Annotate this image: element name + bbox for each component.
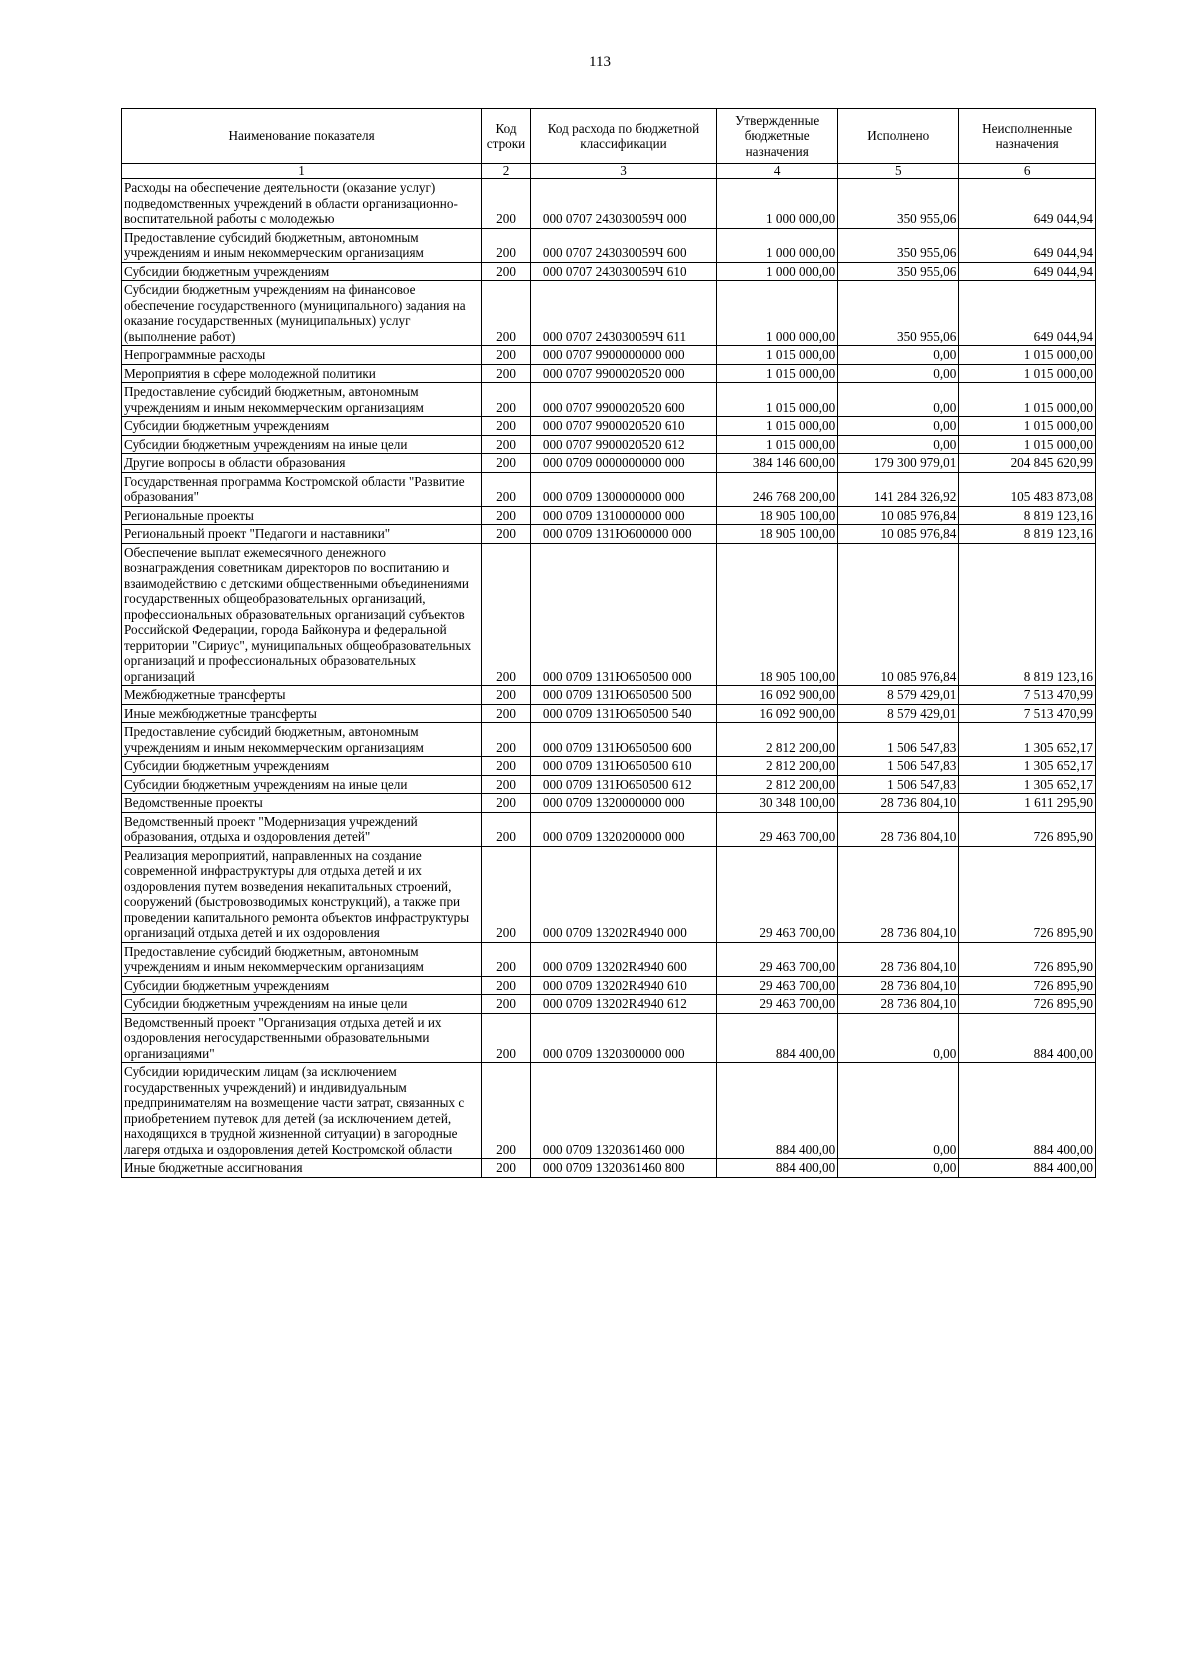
table-row — [122, 179, 1096, 229]
row-budget-code: 000 0709 13202R4940 612 — [530, 995, 716, 1014]
table-row — [122, 364, 1096, 383]
row-approved: 18 905 100,00 — [717, 506, 838, 525]
row-executed: 10 085 976,84 — [838, 525, 959, 544]
row-executed: 0,00 — [838, 383, 959, 417]
table-body — [122, 179, 1096, 1178]
row-budget-code: 000 0709 1320300000 000 — [530, 1013, 716, 1063]
row-name: Обеспечение выплат ежемесячного денежного вознаграждения советникам директоров по воспитанию и взаимодействию с детскими общественными объединениями государственных общеобразовательных организаций, профессиональных образовательных организаций субъектов Российской Федерации, города Байконура и федеральной территории "Сириус", муниципальных общеобразовательных организаций и профессиональных образовательных организаций — [122, 543, 482, 686]
row-executed: 0,00 — [838, 417, 959, 436]
row-line-code: 200 — [482, 435, 531, 454]
table-row — [122, 506, 1096, 525]
row-line-code: 200 — [482, 704, 531, 723]
row-approved: 1 000 000,00 — [717, 179, 838, 229]
row-name: Предоставление субсидий бюджетным, автономным учреждениям и иным некоммерческим организациям — [122, 723, 482, 757]
row-executed: 1 506 547,83 — [838, 775, 959, 794]
row-approved: 1 000 000,00 — [717, 262, 838, 281]
row-executed: 1 506 547,83 — [838, 757, 959, 776]
row-line-code: 200 — [482, 723, 531, 757]
row-executed: 28 736 804,10 — [838, 794, 959, 813]
row-line-code: 200 — [482, 179, 531, 229]
column-number-row — [122, 164, 1096, 179]
table-row — [122, 757, 1096, 776]
row-budget-code: 000 0707 243030059Ч 610 — [530, 262, 716, 281]
row-approved: 1 000 000,00 — [717, 281, 838, 346]
table-header — [122, 109, 1096, 179]
row-name: Мероприятия в сфере молодежной политики — [122, 364, 482, 383]
column-number: 4 — [717, 164, 838, 179]
header-row — [122, 109, 1096, 164]
table-row — [122, 1063, 1096, 1159]
row-unexecuted: 649 044,94 — [959, 281, 1096, 346]
row-budget-code: 000 0709 131Ю650500 500 — [530, 686, 716, 705]
row-line-code: 200 — [482, 346, 531, 365]
table-row — [122, 543, 1096, 686]
row-executed: 141 284 326,92 — [838, 472, 959, 506]
row-budget-code: 000 0707 9900020520 610 — [530, 417, 716, 436]
row-approved: 29 463 700,00 — [717, 812, 838, 846]
table-row — [122, 383, 1096, 417]
row-budget-code: 000 0709 131Ю650500 612 — [530, 775, 716, 794]
row-name: Расходы на обеспечение деятельности (оказание услуг) подведомственных учреждений в области организационно-воспитательной работы с молодежью — [122, 179, 482, 229]
row-budget-code: 000 0709 131Ю650500 000 — [530, 543, 716, 686]
row-name: Иные бюджетные ассигнования — [122, 1159, 482, 1178]
row-unexecuted: 1 611 295,90 — [959, 794, 1096, 813]
row-approved: 16 092 900,00 — [717, 704, 838, 723]
row-unexecuted: 884 400,00 — [959, 1159, 1096, 1178]
row-executed: 10 085 976,84 — [838, 506, 959, 525]
row-budget-code: 000 0709 13202R4940 000 — [530, 846, 716, 942]
row-line-code: 200 — [482, 775, 531, 794]
row-unexecuted: 8 819 123,16 — [959, 506, 1096, 525]
table-row — [122, 775, 1096, 794]
row-line-code: 200 — [482, 995, 531, 1014]
row-budget-code: 000 0707 243030059Ч 000 — [530, 179, 716, 229]
table-row — [122, 454, 1096, 473]
row-approved: 2 812 200,00 — [717, 723, 838, 757]
row-name: Региональный проект "Педагоги и наставники" — [122, 525, 482, 544]
row-name: Ведомственные проекты — [122, 794, 482, 813]
row-executed: 350 955,06 — [838, 179, 959, 229]
row-executed: 0,00 — [838, 1013, 959, 1063]
row-budget-code: 000 0709 131Ю650500 540 — [530, 704, 716, 723]
row-line-code: 200 — [482, 794, 531, 813]
column-number: 1 — [122, 164, 482, 179]
table-row — [122, 228, 1096, 262]
row-unexecuted: 649 044,94 — [959, 228, 1096, 262]
page-number: 113 — [589, 54, 611, 70]
row-line-code: 200 — [482, 1063, 531, 1159]
row-executed: 1 506 547,83 — [838, 723, 959, 757]
row-name: Иные межбюджетные трансферты — [122, 704, 482, 723]
row-approved: 1 000 000,00 — [717, 228, 838, 262]
table-row — [122, 346, 1096, 365]
row-name: Государственная программа Костромской области "Развитие образования" — [122, 472, 482, 506]
row-name: Субсидии бюджетным учреждениям — [122, 976, 482, 995]
row-line-code: 200 — [482, 543, 531, 686]
row-executed: 28 736 804,10 — [838, 976, 959, 995]
row-unexecuted: 105 483 873,08 — [959, 472, 1096, 506]
row-executed: 350 955,06 — [838, 281, 959, 346]
row-line-code: 200 — [482, 1159, 531, 1178]
row-approved: 29 463 700,00 — [717, 995, 838, 1014]
row-executed: 0,00 — [838, 1159, 959, 1178]
row-executed: 28 736 804,10 — [838, 812, 959, 846]
row-approved: 2 812 200,00 — [717, 775, 838, 794]
table-row — [122, 976, 1096, 995]
table-row — [122, 472, 1096, 506]
row-approved: 1 015 000,00 — [717, 364, 838, 383]
row-budget-code: 000 0709 0000000000 000 — [530, 454, 716, 473]
row-name: Субсидии бюджетным учреждениям на финансовое обеспечение государственного (муниципального) задания на оказание государственных (муниципальных) услуг (выполнение работ) — [122, 281, 482, 346]
row-unexecuted: 884 400,00 — [959, 1063, 1096, 1159]
header-unexecuted: Неисполненные назначения — [959, 109, 1096, 164]
row-name: Предоставление субсидий бюджетным, автономным учреждениям и иным некоммерческим организациям — [122, 228, 482, 262]
row-budget-code: 000 0707 9900020520 000 — [530, 364, 716, 383]
row-name: Субсидии бюджетным учреждениям — [122, 757, 482, 776]
table-row — [122, 942, 1096, 976]
row-line-code: 200 — [482, 525, 531, 544]
row-unexecuted: 8 819 123,16 — [959, 543, 1096, 686]
table-row — [122, 686, 1096, 705]
header-name: Наименование показателя — [122, 109, 482, 164]
table-row — [122, 435, 1096, 454]
row-approved: 30 348 100,00 — [717, 794, 838, 813]
row-name: Субсидии бюджетным учреждениям на иные цели — [122, 775, 482, 794]
row-approved: 29 463 700,00 — [717, 942, 838, 976]
row-approved: 246 768 200,00 — [717, 472, 838, 506]
row-line-code: 200 — [482, 1013, 531, 1063]
table-row — [122, 262, 1096, 281]
row-unexecuted: 7 513 470,99 — [959, 704, 1096, 723]
row-unexecuted: 7 513 470,99 — [959, 686, 1096, 705]
row-name: Региональные проекты — [122, 506, 482, 525]
row-executed: 0,00 — [838, 346, 959, 365]
row-approved: 1 015 000,00 — [717, 417, 838, 436]
row-budget-code: 000 0707 9900000000 000 — [530, 346, 716, 365]
row-unexecuted: 1 015 000,00 — [959, 364, 1096, 383]
row-executed: 179 300 979,01 — [838, 454, 959, 473]
row-line-code: 200 — [482, 472, 531, 506]
row-budget-code: 000 0707 9900020520 600 — [530, 383, 716, 417]
row-unexecuted: 726 895,90 — [959, 995, 1096, 1014]
row-line-code: 200 — [482, 228, 531, 262]
row-unexecuted: 1 015 000,00 — [959, 346, 1096, 365]
table-row — [122, 1013, 1096, 1063]
table-row — [122, 1159, 1096, 1178]
row-approved: 384 146 600,00 — [717, 454, 838, 473]
row-budget-code: 000 0709 1320200000 000 — [530, 812, 716, 846]
header-line-code: Код строки — [482, 109, 531, 164]
table-row — [122, 812, 1096, 846]
table-row — [122, 704, 1096, 723]
row-unexecuted: 884 400,00 — [959, 1013, 1096, 1063]
row-approved: 1 015 000,00 — [717, 346, 838, 365]
table-row — [122, 995, 1096, 1014]
row-line-code: 200 — [482, 506, 531, 525]
row-unexecuted: 8 819 123,16 — [959, 525, 1096, 544]
table-row — [122, 417, 1096, 436]
row-line-code: 200 — [482, 686, 531, 705]
row-budget-code: 000 0709 1320361460 800 — [530, 1159, 716, 1178]
row-line-code: 200 — [482, 812, 531, 846]
row-name: Предоставление субсидий бюджетным, автономным учреждениям и иным некоммерческим организациям — [122, 942, 482, 976]
table-row — [122, 281, 1096, 346]
row-approved: 16 092 900,00 — [717, 686, 838, 705]
row-executed: 350 955,06 — [838, 228, 959, 262]
row-name: Субсидии бюджетным учреждениям — [122, 417, 482, 436]
row-line-code: 200 — [482, 383, 531, 417]
header-approved: Утвержденные бюджетные назначения — [717, 109, 838, 164]
row-approved: 29 463 700,00 — [717, 976, 838, 995]
row-approved: 884 400,00 — [717, 1159, 838, 1178]
row-executed: 0,00 — [838, 435, 959, 454]
row-approved: 18 905 100,00 — [717, 543, 838, 686]
row-budget-code: 000 0709 131Ю650500 610 — [530, 757, 716, 776]
row-executed: 8 579 429,01 — [838, 704, 959, 723]
row-executed: 28 736 804,10 — [838, 995, 959, 1014]
row-unexecuted: 1 015 000,00 — [959, 417, 1096, 436]
row-line-code: 200 — [482, 846, 531, 942]
row-name: Предоставление субсидий бюджетным, автономным учреждениям и иным некоммерческим организациям — [122, 383, 482, 417]
row-unexecuted: 1 305 652,17 — [959, 723, 1096, 757]
row-approved: 29 463 700,00 — [717, 846, 838, 942]
row-approved: 1 015 000,00 — [717, 435, 838, 454]
row-line-code: 200 — [482, 976, 531, 995]
row-name: Непрограммные расходы — [122, 346, 482, 365]
row-unexecuted: 649 044,94 — [959, 262, 1096, 281]
row-unexecuted: 726 895,90 — [959, 942, 1096, 976]
row-approved: 2 812 200,00 — [717, 757, 838, 776]
row-executed: 0,00 — [838, 1063, 959, 1159]
row-budget-code: 000 0707 243030059Ч 600 — [530, 228, 716, 262]
row-executed: 28 736 804,10 — [838, 846, 959, 942]
row-approved: 1 015 000,00 — [717, 383, 838, 417]
row-budget-code: 000 0709 131Ю650500 600 — [530, 723, 716, 757]
column-number: 5 — [838, 164, 959, 179]
row-name: Ведомственный проект "Модернизация учреждений образования, отдыха и оздоровления детей" — [122, 812, 482, 846]
row-budget-code: 000 0709 13202R4940 610 — [530, 976, 716, 995]
row-budget-code: 000 0709 1300000000 000 — [530, 472, 716, 506]
row-executed: 350 955,06 — [838, 262, 959, 281]
row-name: Субсидии юридическим лицам (за исключением государственных учреждений) и индивидуальным предпринимателям на возмещение части затрат, связанных с приобретением путевок для детей (за исключением детей, находящихся в трудной жизненной ситуации) в загородные лагеря отдыха и оздоровления детей Костромской области — [122, 1063, 482, 1159]
budget-report-table — [121, 108, 1096, 1178]
row-name: Межбюджетные трансферты — [122, 686, 482, 705]
row-unexecuted: 1 015 000,00 — [959, 435, 1096, 454]
row-budget-code: 000 0709 1320361460 000 — [530, 1063, 716, 1159]
row-name: Ведомственный проект "Организация отдыха детей и их оздоровления негосударственными образовательными организациями" — [122, 1013, 482, 1063]
row-unexecuted: 204 845 620,99 — [959, 454, 1096, 473]
row-line-code: 200 — [482, 364, 531, 383]
row-name: Субсидии бюджетным учреждениям на иные цели — [122, 995, 482, 1014]
row-name: Реализация мероприятий, направленных на создание современной инфраструктуры для отдыха детей и их оздоровления путем возведения некапитальных строений, сооружений (быстровозводимых конструкций), а также при проведении капитального ремонта объектов инфраструктуры организаций отдыха детей и их оздоровления — [122, 846, 482, 942]
row-line-code: 200 — [482, 757, 531, 776]
table-row — [122, 846, 1096, 942]
row-approved: 18 905 100,00 — [717, 525, 838, 544]
column-number: 3 — [530, 164, 716, 179]
row-line-code: 200 — [482, 262, 531, 281]
table-row — [122, 723, 1096, 757]
row-budget-code: 000 0709 13202R4940 600 — [530, 942, 716, 976]
row-line-code: 200 — [482, 942, 531, 976]
row-executed: 28 736 804,10 — [838, 942, 959, 976]
row-budget-code: 000 0707 243030059Ч 611 — [530, 281, 716, 346]
table-row — [122, 794, 1096, 813]
row-budget-code: 000 0709 1320000000 000 — [530, 794, 716, 813]
row-name: Субсидии бюджетным учреждениям — [122, 262, 482, 281]
column-number: 6 — [959, 164, 1096, 179]
row-unexecuted: 1 015 000,00 — [959, 383, 1096, 417]
row-unexecuted: 726 895,90 — [959, 812, 1096, 846]
table-row — [122, 525, 1096, 544]
row-executed: 8 579 429,01 — [838, 686, 959, 705]
row-approved: 884 400,00 — [717, 1063, 838, 1159]
header-budget-code: Код расхода по бюджетной классификации — [530, 109, 716, 164]
row-budget-code: 000 0709 1310000000 000 — [530, 506, 716, 525]
header-executed: Исполнено — [838, 109, 959, 164]
row-unexecuted: 649 044,94 — [959, 179, 1096, 229]
row-approved: 884 400,00 — [717, 1013, 838, 1063]
row-unexecuted: 726 895,90 — [959, 976, 1096, 995]
row-unexecuted: 1 305 652,17 — [959, 775, 1096, 794]
row-unexecuted: 726 895,90 — [959, 846, 1096, 942]
row-name: Другие вопросы в области образования — [122, 454, 482, 473]
row-budget-code: 000 0709 131Ю600000 000 — [530, 525, 716, 544]
row-name: Субсидии бюджетным учреждениям на иные цели — [122, 435, 482, 454]
row-line-code: 200 — [482, 454, 531, 473]
row-executed: 0,00 — [838, 364, 959, 383]
row-line-code: 200 — [482, 281, 531, 346]
row-budget-code: 000 0707 9900020520 612 — [530, 435, 716, 454]
column-number: 2 — [482, 164, 531, 179]
row-line-code: 200 — [482, 417, 531, 436]
row-unexecuted: 1 305 652,17 — [959, 757, 1096, 776]
row-executed: 10 085 976,84 — [838, 543, 959, 686]
